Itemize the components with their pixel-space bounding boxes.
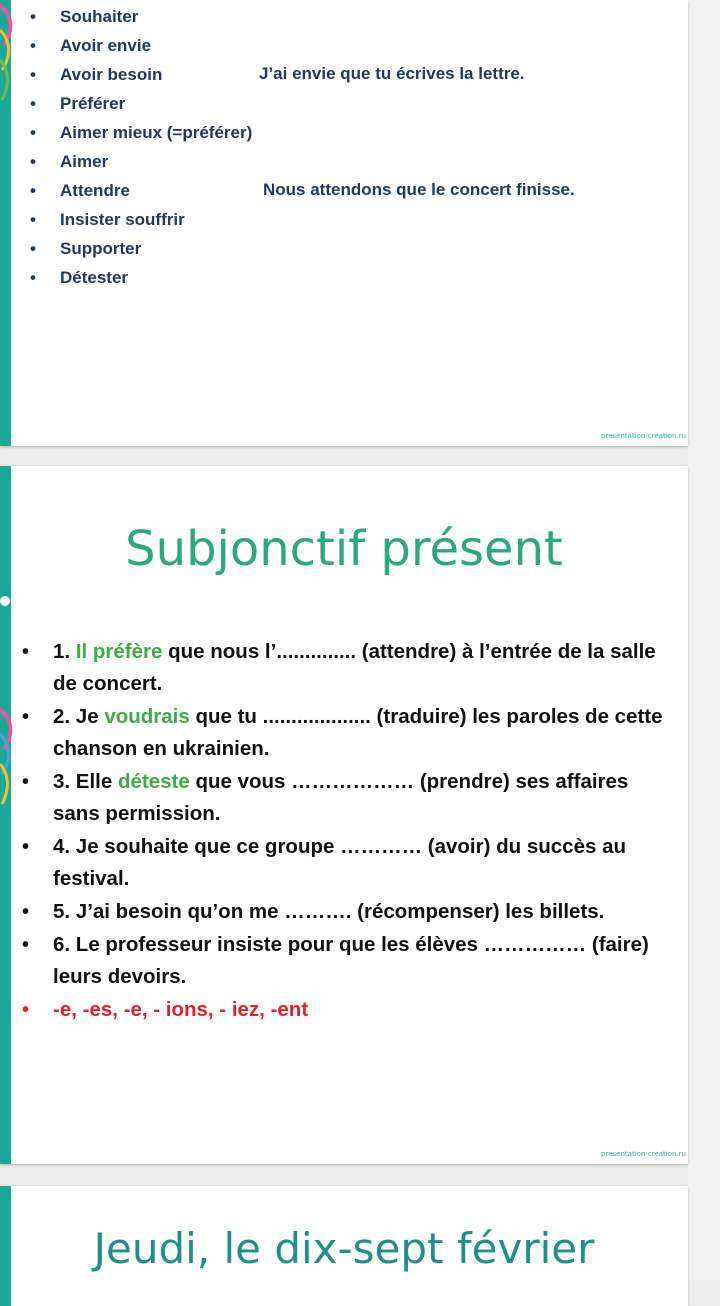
highlighted-verb: déteste: [117, 770, 190, 793]
list-item: • Avoir envie: [30, 34, 252, 63]
item-text: que vous ……………… (prendre) ses affaires sans permission.: [53, 770, 629, 825]
list-item: • 6. Le professeur insiste pour que les élèves …………… (faire) leurs devoirs.: [20, 929, 680, 993]
slide-date: [0, 1186, 688, 1306]
decorative-dot-icon: [0, 596, 10, 606]
verb-list: [30, 5, 252, 295]
item-number: 2. Je: [53, 705, 99, 728]
exercise-list: [20, 636, 680, 1027]
list-item: • Aimer: [30, 150, 252, 179]
list-item: • Avoir besoin: [30, 63, 252, 92]
list-item: • Souhaiter: [30, 5, 252, 34]
list-item: • Aimer mieux (=préférer): [30, 121, 252, 150]
slide-title: Subjonctif présent: [125, 521, 563, 577]
list-item: • 5. J’ai besoin qu’on me ………. (récompenser) les billets.: [20, 896, 680, 928]
list-item: • Détester: [30, 266, 252, 295]
slide-verbs: [0, 0, 688, 446]
highlighted-verb: Il préfère: [75, 640, 163, 663]
example-sentence-1: J’ai envie que tu écrives la lettre.: [259, 64, 525, 83]
item-text: que nous l’.............. (attendre) à l’entrée de la salle de concert.: [53, 640, 656, 695]
slide-title: Jeudi, le dix-sept février: [93, 1224, 595, 1273]
example-sentence-2: Nous attendons que le concert finisse.: [263, 180, 575, 199]
watermark: presentation-creation.ru: [601, 1150, 686, 1158]
decorative-flourish-icon: [0, 0, 16, 120]
highlighted-verb: voudrais: [104, 705, 190, 728]
list-item: • Préférer: [30, 92, 252, 121]
list-item: [20, 766, 680, 830]
list-item: [20, 701, 680, 765]
decorative-flourish-icon: [0, 704, 16, 824]
list-item: • Attendre: [30, 179, 252, 208]
list-item: • Insister souffrir: [30, 208, 252, 237]
list-item: [20, 636, 680, 700]
endings-item: • -e, -es, -e, - ions, - iez, -ent: [20, 994, 680, 1026]
item-text: que tu ................... (traduire) les paroles de cette chanson en ukrainien.: [53, 705, 663, 760]
item-number: 1.: [53, 640, 71, 663]
slide-subjonctif: [0, 466, 688, 1164]
list-item: • 4. Je souhaite que ce groupe ………… (avoir) du succès au festival.: [20, 831, 680, 895]
item-number: 3. Elle: [53, 770, 113, 793]
page-gutter: [688, 0, 720, 1280]
list-item: • Supporter: [30, 237, 252, 266]
watermark: presentation-creation.ru: [601, 432, 686, 440]
